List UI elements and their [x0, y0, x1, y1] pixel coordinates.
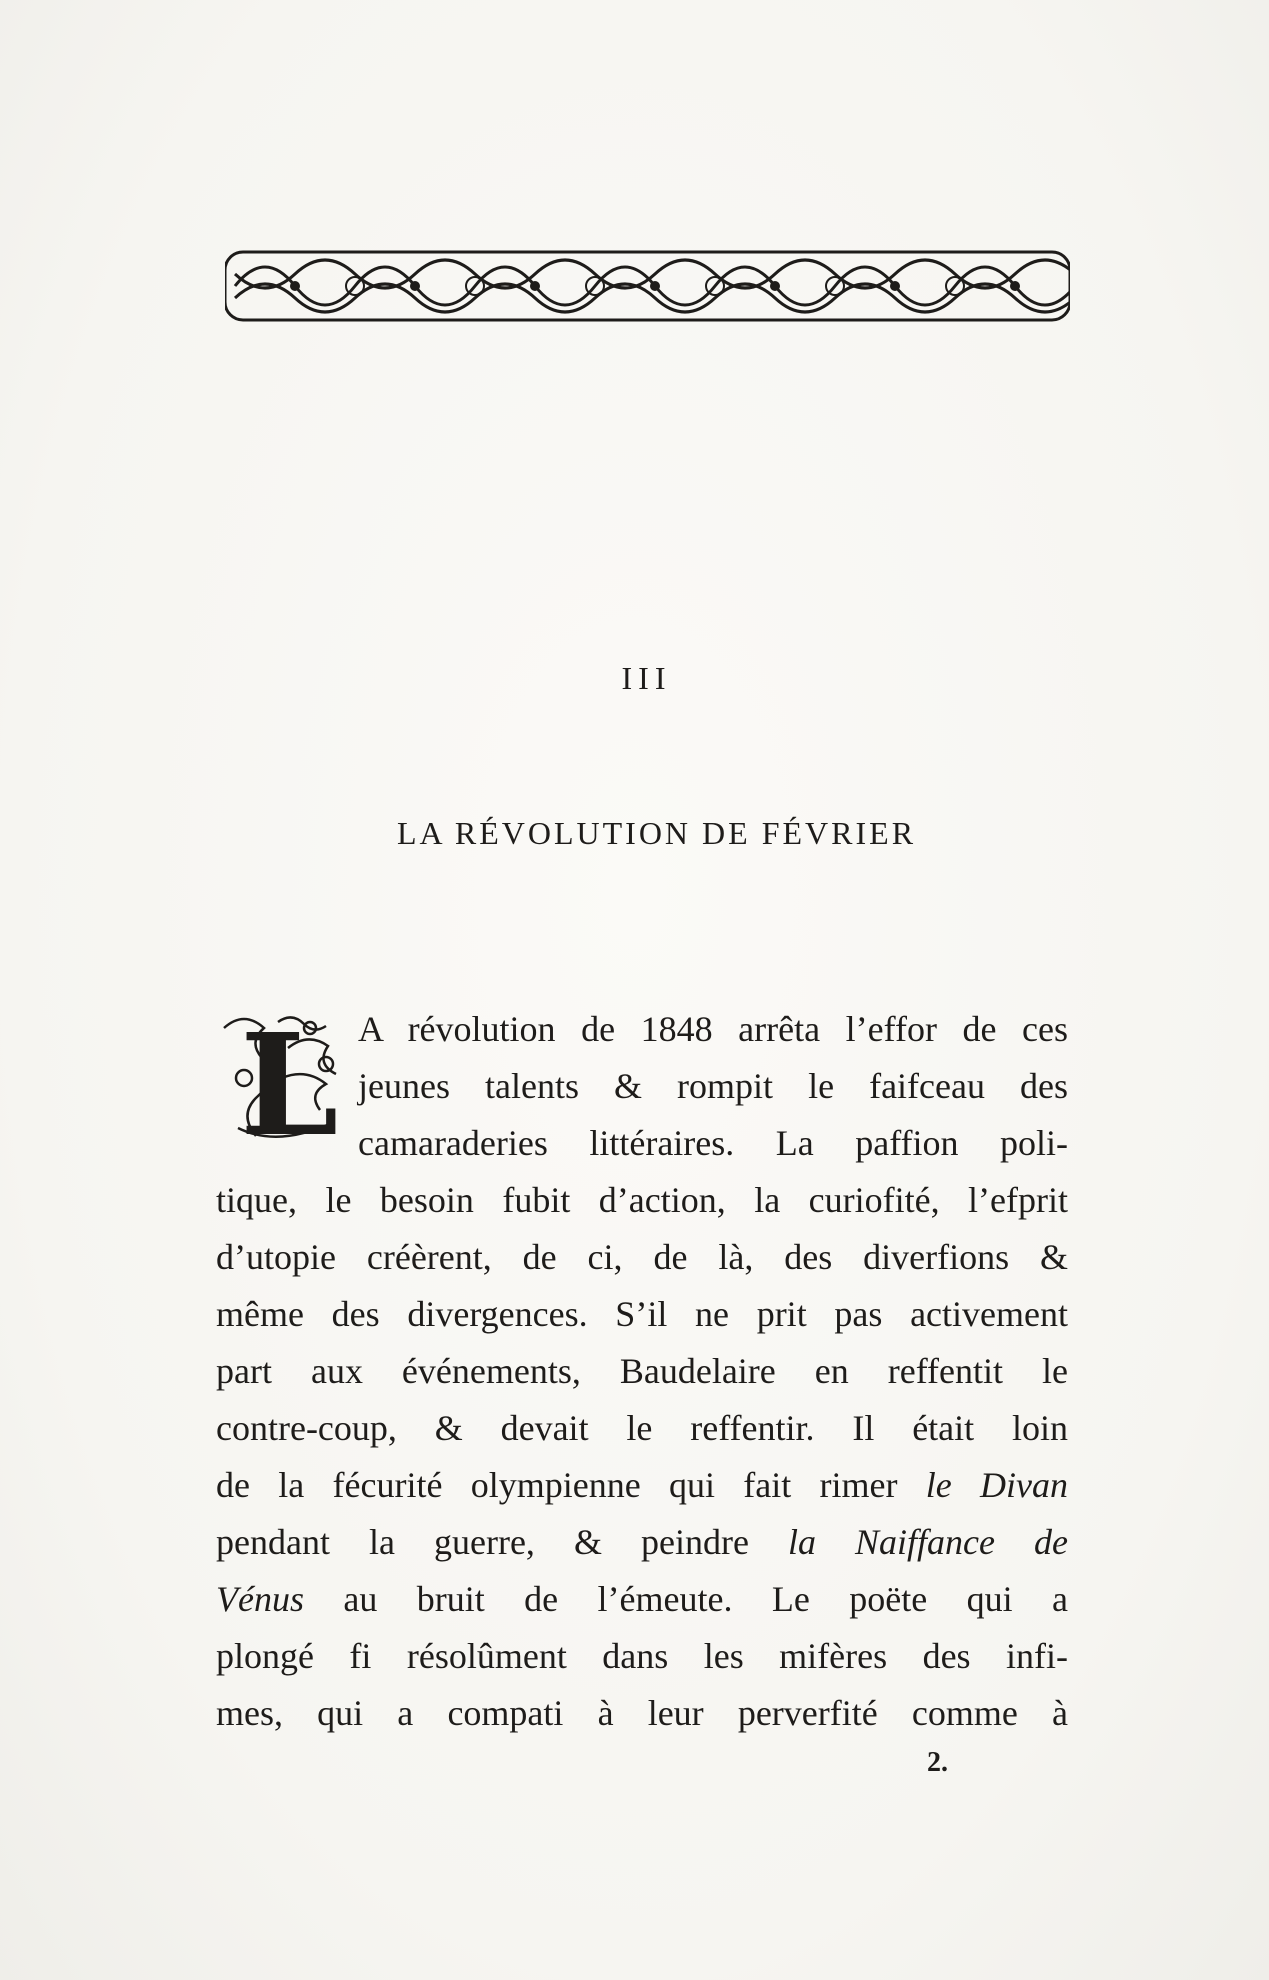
- text-line-2: jeunes talents & rompit le faifceau des: [358, 1066, 1068, 1106]
- text-line-1: A révolution de 1848 arrêta l’effor de ces: [358, 1009, 1068, 1049]
- text-line-9: [216, 1463, 1068, 1507]
- text-line-5: d’utopie créèrent, de ci, de là, des diverfions &: [216, 1237, 1068, 1277]
- italic-title-naissance: la Naiffance de: [787, 1522, 1068, 1562]
- text-line-4: tique, le besoin fubit d’action, la curiofité, l’efprit: [216, 1180, 1068, 1220]
- text-line-7: part aux événements, Baudelaire en reffentit le: [216, 1351, 1068, 1391]
- text-line-12: plongé fi résolûment dans les mifères des infi-: [216, 1636, 1068, 1676]
- text-line-10-roman: pendant la guerre, & peindre: [216, 1522, 749, 1562]
- text-line-11-roman: au bruit de l’émeute. Le poëte qui a: [343, 1579, 1068, 1619]
- text-line-6: même des divergences. S’il ne prit pas activement: [216, 1294, 1068, 1334]
- text-line-10: [216, 1520, 1068, 1564]
- decorative-header-ornament: [225, 246, 1070, 326]
- text-line-9-roman: de la fécurité olympienne qui fait rimer: [216, 1465, 898, 1505]
- text-line-11: [216, 1577, 1068, 1621]
- italic-title-venus: Vénus: [216, 1579, 304, 1619]
- text-line-3: camaraderies littéraires. La paffion poli-: [358, 1123, 1068, 1163]
- chapter-title: LA RÉVOLUTION DE FÉVRIER: [396, 815, 917, 851]
- ornamental-drop-cap: [218, 1008, 348, 1148]
- page-number: 2.: [927, 1747, 948, 1778]
- chapter-number: III: [621, 660, 672, 696]
- text-line-8: contre-coup, & devait le reffentir. Il était loin: [216, 1408, 1068, 1448]
- text-line-13: mes, qui a compati à leur perverfité comme à: [216, 1693, 1068, 1733]
- drop-cap-letter: L: [240, 1008, 339, 1148]
- italic-title-le-divan: le Divan: [925, 1465, 1068, 1505]
